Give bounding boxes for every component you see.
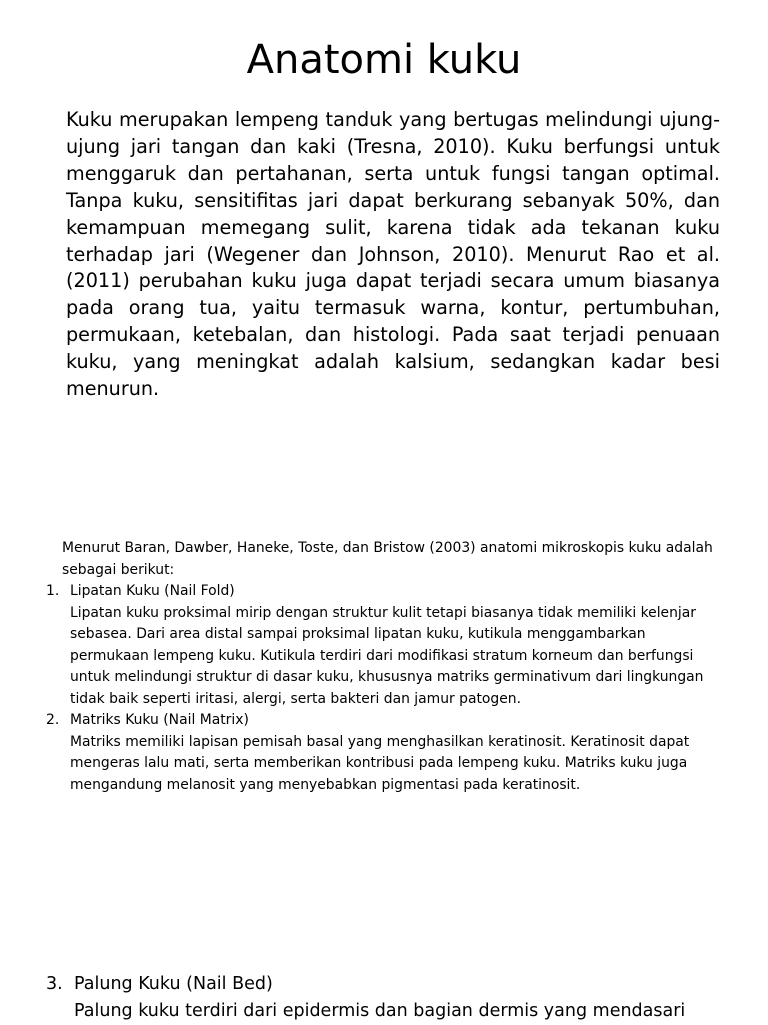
list-item-number: 3.: [46, 974, 63, 994]
section-lead: Menurut Baran, Dawber, Haneke, Toste, dan Bristow (2003) anatomi mikroskopis kuku adalah sebagai berikut:: [62, 540, 713, 578]
list-item-body: Palung kuku terdiri dari epidermis dan bagian dermis yang mendasari: [74, 1001, 686, 1021]
anatomy-section: [46, 538, 726, 796]
list-item-number: 1.: [46, 583, 60, 599]
list-item-body: Matriks memiliki lapisan pemisah basal yang menghasilkan keratinosit. Keratinosit dapat mengeras lalu mati, serta memberikan kontribusi pada lempeng kuku. Matriks kuku juga mengandung melanosit yang menyebabkan pigmentasi pada keratinosit.: [70, 733, 690, 793]
list-item: [46, 971, 746, 1025]
list-item-number: 2.: [46, 712, 60, 728]
list-item: [46, 581, 726, 710]
intro-paragraph: Kuku merupakan lempeng tanduk yang bertugas melindungi ujung-ujung jari tangan dan kaki (Tresna, 2010). Kuku berfungsi untuk menggaruk dan pertahanan, serta untuk fungsi tangan optimal. Tanpa kuku, sensitifitas jari dapat berkurang sebanyak 50%, dan kemampuan memegang sulit, karena tidak ada tekanan kuku terhadap jari (Wegener dan Johnson, 2010). Menurut Rao et al. (2011) perubahan kuku juga dapat terjadi secara umum biasanya pada orang tua, yaitu termasuk warna, kontur, pertumbuhan, permukaan, ketebalan, dan histologi. Pada saat terjadi penuaan kuku, yang meningkat adalah kalsium, sedangkan kadar besi menurun.: [66, 108, 720, 401]
list-item: [46, 710, 726, 796]
page-title: Anatomi kuku: [246, 37, 522, 83]
list-item-heading: Lipatan Kuku (Nail Fold): [70, 583, 235, 599]
list-item-heading: Matriks Kuku (Nail Matrix): [70, 712, 249, 728]
list-item-heading: Palung Kuku (Nail Bed): [74, 974, 273, 994]
list-item-body: Lipatan kuku proksimal mirip dengan struktur kulit tetapi biasanya tidak memiliki kelenjar sebasea. Dari area distal sampai proksimal lipatan kuku, kutikula menggambarkan permukaan lempeng kuku. Kutikula terdiri dari modifikasi stratum korneum dan berfungsi untuk melindungi struktur di dasar kuku, khususnya matriks germinativum dari lingkungan tidak baik seperti iritasi, alergi, serta bakteri dan jamur patogen.: [70, 604, 704, 707]
